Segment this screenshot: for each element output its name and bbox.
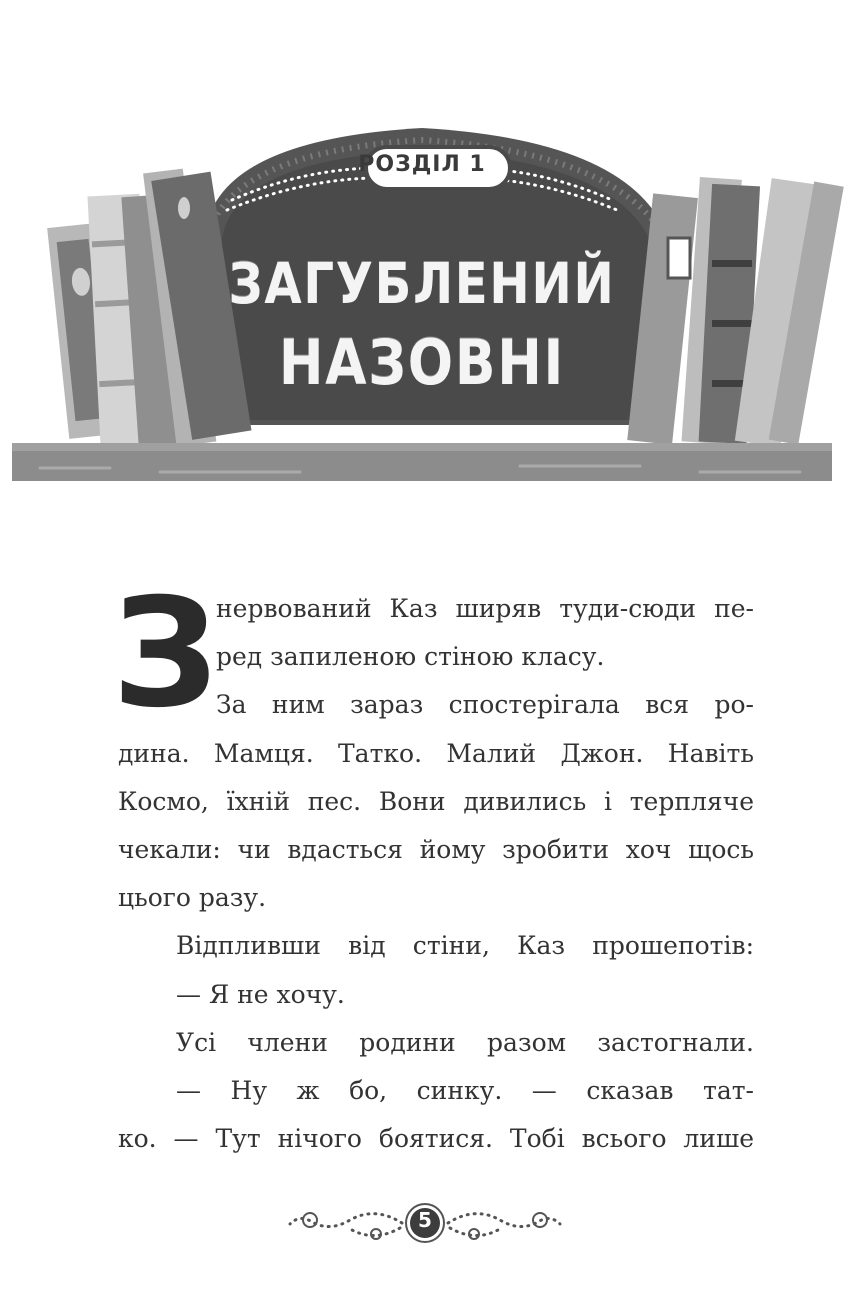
text-line: — Ну ж бо, синку. — сказав тат- — [176, 1075, 754, 1105]
text-line: Відпливши від стіни, Каз прошепотів: — [176, 931, 754, 961]
chapter-label: РОЗДІЛ 1 — [358, 152, 486, 177]
text-line: дина. Мамця. Татко. Малий Джон. Навіть — [118, 738, 754, 768]
page-number-ornament — [280, 1198, 570, 1248]
page-number: 5 — [418, 1208, 432, 1232]
chapter-title-line-2: НАЗОВНІ — [278, 326, 566, 399]
text-line: Усі члени родини разом застогнали. — [176, 1027, 754, 1057]
text-line: ред запиленою стіною класу. — [216, 642, 605, 672]
text-line: Космо, їхній пес. Вони дивились і терпляче — [118, 786, 754, 816]
text-line: чекали: чи вдасться йому зробити хоч щось — [118, 834, 754, 864]
chapter-header-illustration — [0, 0, 844, 500]
text-line: — Я не хочу. — [176, 979, 345, 1009]
text-line: нервований Каз ширяв туди-сюди пе- — [216, 594, 754, 623]
text-line: ко. — Тут нічого боятися. Тобі всього лише — [118, 1124, 754, 1154]
text-line: За ним зараз спостерігала вся ро- — [216, 690, 754, 720]
text-line: цього разу. — [118, 883, 267, 913]
chapter-title-line-1: ЗАГУБЛЕНИЙ — [228, 252, 616, 317]
chapter-text — [112, 567, 754, 1163]
drop-cap: З — [112, 567, 219, 741]
